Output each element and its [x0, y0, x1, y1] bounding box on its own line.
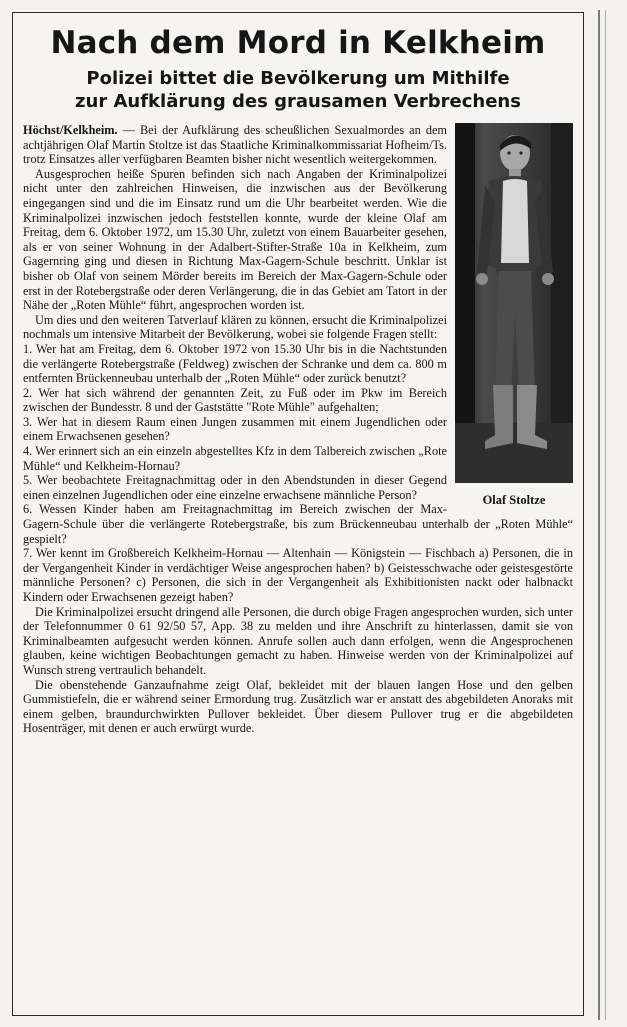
question-2: 2. Wer hat sich während der genannten Zeit, zu Fuß oder im Pkw im Bereich zwischen der Bundesstr. 8 und der Gaststätte "Rote Mühle" aufgehalten; [23, 385, 447, 415]
question-6: 6. Wessen Kinder haben am Freitagnachmittag im Bereich zwischen der Max-Gagern-Schule über die verlängerte Rotebergstraße, bis zum Brückenneubau unterhalb der „Roten Mühle“ gespielt? [23, 502, 573, 546]
paragraph-4: Die Kriminalpolizei ersucht dringend alle Personen, die durch obige Fragen angesprochen wurden, sich unter der Telefonnummer 0 61 92/50 57, App. 38 zu melden und ihre Anschrift zu hinterlassen, damit sie von Kriminalbeamten aufgesucht werden können. Anrufe sollen auch dann erfolgen, wenn die Angesprochenen glauben, keine wichtigen Beobachtungen gemacht zu haben. Hinweise werden von der Kriminalpolizei auf Wunsch streng vertraulich behandelt. [23, 604, 573, 677]
question-7: 7. Wer kennt im Großbereich Kelkheim-Hornau — Altenhain — Königstein — Fischbach a) Personen, die in der Vergangenheit Kinder in verdächtiger Weise angesprochen haben? b) Geistesschwache oder geistesgestörte männliche Personen? c) Personen, die sich in der Vergangenheit als Exhibitionisten nackt oder halbnackt Kindern oder Erwachsenen gezeigt haben? [23, 546, 573, 604]
photo-box [455, 123, 573, 508]
photo-caption: Olaf Stoltze [482, 493, 546, 507]
question-1: 1. Wer hat am Freitag, dem 6. Oktober 1972 von 15.30 Uhr bis in die Nachtstunden die verlängerte Rotebergstraße (Feldweg) zwischen der Schranke und dem ca. 800 m entfernten Brückenneubau unterhalb der „Roten Mühle“ oder zurück benutzt? [23, 341, 447, 386]
paragraph-2: Ausgesprochen heiße Spuren befinden sich nach Angaben der Kriminalpolizei nicht unter den zahlreichen Hinweisen, die inzwischen aus der Bevölkerung eingegangen sind und die im Einsatz rund um die Uhr bearbeitet werden. Wie die Kriminalpolizei inzwischen jedoch feststellen konnte, wurde der kleine Olaf am Freitag, dem 6. Oktober 1972, um 15.30 Uhr, zuletzt von einem Bauarbeiter gesehen, als er von seiner Wohnung in der Adalbert-Stifter-Straße 10a in Kelkheim, zum Gagernring ging und diesen in Richtung Max-Gagern-Schule beschritt. Unklar ist bisher ob Olaf von seinem Mörder bereits im Bereich der Max-Gagern-Schule oder erst in der Rotebergstraße oder deren Verlängerung, die in das Gebiet am Tatort in der Nähe der „Roten Mühle“ führt, angesprochen worden ist. [23, 166, 447, 313]
newspaper-clipping [12, 12, 584, 1016]
paragraph-5: Die obenstehende Ganzaufnahme zeigt Olaf, bekleidet mit der blauen langen Hose und den gelben Gummistiefeln, die er während seiner Ermordung trug. Zusätzlich war er anstatt des abgebildeten Anoraks mit einem gelben, braundurchwirkten Pullover bekleidet. Über diesem Pullover trug er die abgebildeten Hosenträger, mit denen er auch erwürgt wurde. [23, 677, 573, 736]
question-4: 4. Wer erinnert sich an ein einzeln abgestelltes Kfz in dem Talbereich zwischen „Rote Mühle“ und Kelkheim-Hornau? [23, 444, 447, 473]
question-3: 3. Wer hat in diesem Raum einen Jungen zusammen mit einem Jugendlichen oder einem Erwachsenen gesehen? [23, 414, 447, 444]
dateline: Höchst/Kelkheim. [23, 123, 118, 137]
question-5: 5. Wer beobachtete Freitagnachmittag oder in den Abendstunden in dieser Gegend einen einzelnen Jugendlichen oder eine einzelne erwachsene männliche Person? [23, 473, 447, 502]
column-rule-secondary [605, 10, 606, 1020]
column-rule [598, 10, 600, 1020]
paragraph-1-text: — Bei der Aufklärung des scheußlichen Sexualmordes an dem achtjährigen Olaf Martin Stoltze ist das Staatliche Kriminalkommissariat Hofheim/Ts. trotz Einsatzes aller verfügbaren Beamten bisher nicht wesentlich weitergekommen. [23, 123, 447, 167]
subhead-line-2: zur Aufklärung des grausamen Verbrechens [75, 91, 521, 112]
article-body [13, 113, 583, 736]
photo-illustration [455, 123, 573, 483]
subhead-line-1: Polizei bittet die Bevölkerung um Mithilfe [86, 68, 510, 89]
photo-olaf-stoltze [455, 123, 573, 483]
paragraph-3: Um dies und den weiteren Tatverlauf klären zu können, ersucht die Kriminalpolizei nochmals um intensive Mitarbeit der Bevölkerung, wobei sie folgende Fragen stellt: [23, 312, 447, 342]
subheadline [13, 67, 583, 113]
headline: Nach dem Mord in Kelkheim [50, 25, 546, 61]
